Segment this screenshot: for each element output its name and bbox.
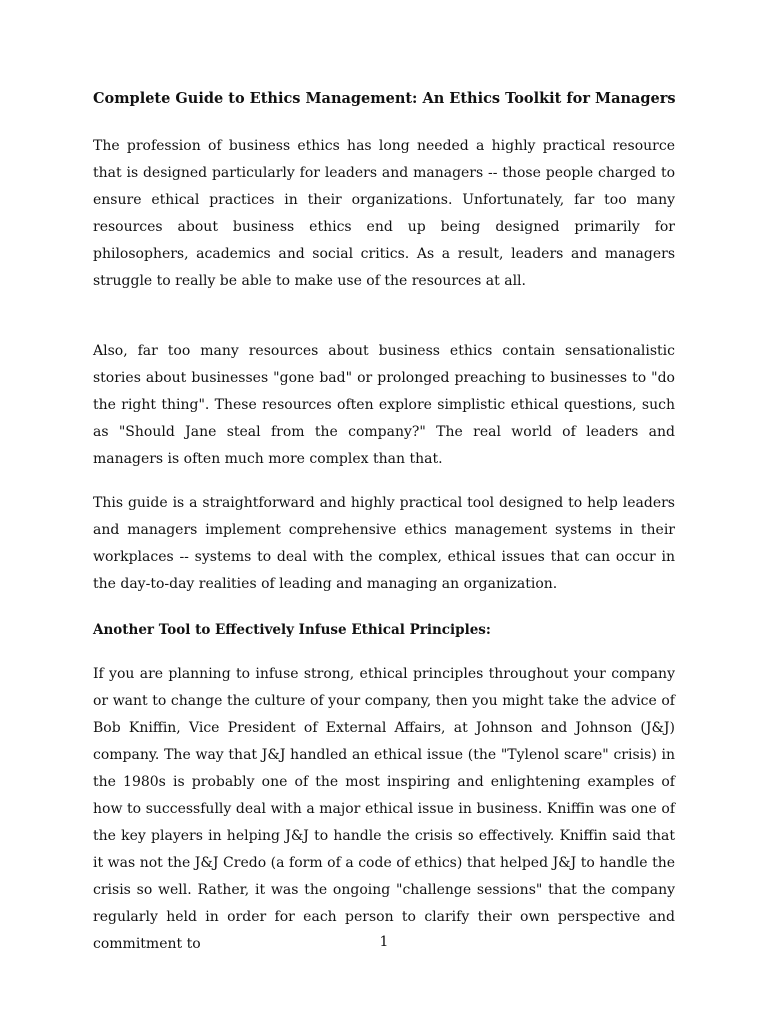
document-title: Complete Guide to Ethics Management: An Ethics Toolkit for Managers — [93, 90, 676, 107]
paragraph-intro: The profession of business ethics has long needed a highly practical resource that is designed particularly for leaders and managers -- those people charged to ensure ethical practices in their organizations. Unfortunately, far too many resources about business ethics end up being designed primarily for philosophers, academics and social critics. As a result, leaders and managers struggle to really be able to make use of the resources at all. — [93, 138, 675, 289]
page-number: 1 — [379, 934, 389, 950]
paragraph-sensationalism: Also, far too many resources about business ethics contain sensationalistic stories about businesses "gone bad" or prolonged preaching to businesses to "do the right thing". These resources often explore simplistic ethical questions, such as "Should Jane steal from the company?" The real world of leaders and managers is often much more complex than that. — [93, 343, 675, 467]
document-page — [93, 88, 675, 958]
section-heading: Another Tool to Effectively Infuse Ethical Principles: — [93, 622, 491, 638]
paragraph-guide-purpose: This guide is a straightforward and highly practical tool designed to help leaders and managers implement comprehensive ethics management systems in their workplaces -- systems to deal with the complex, ethical issues that can occur in the day-to-day realities of leading and managing an organization. — [93, 495, 675, 592]
paragraph-jj-example: If you are planning to infuse strong, ethical principles throughout your company or want to change the culture of your company, then you might take the advice of Bob Kniffin, Vice President of External Affairs, at Johnson and Johnson (J&J) company. The way that J&J handled an ethical issue (the "Tylenol scare" crisis) in the 1980s is probably one of the most inspiring and enlightening examples of how to successfully deal with a major ethical issue in business. Kniffin was one of the key players in helping J&J to handle the crisis so effectively. Kniffin said that it was not the J&J Credo (a form of a code of ethics) that helped J&J to handle the crisis so well. Rather, it was the ongoing "challenge sessions" that the company regularly held in order for each person to clarify their own perspective and commitment to — [93, 666, 675, 952]
